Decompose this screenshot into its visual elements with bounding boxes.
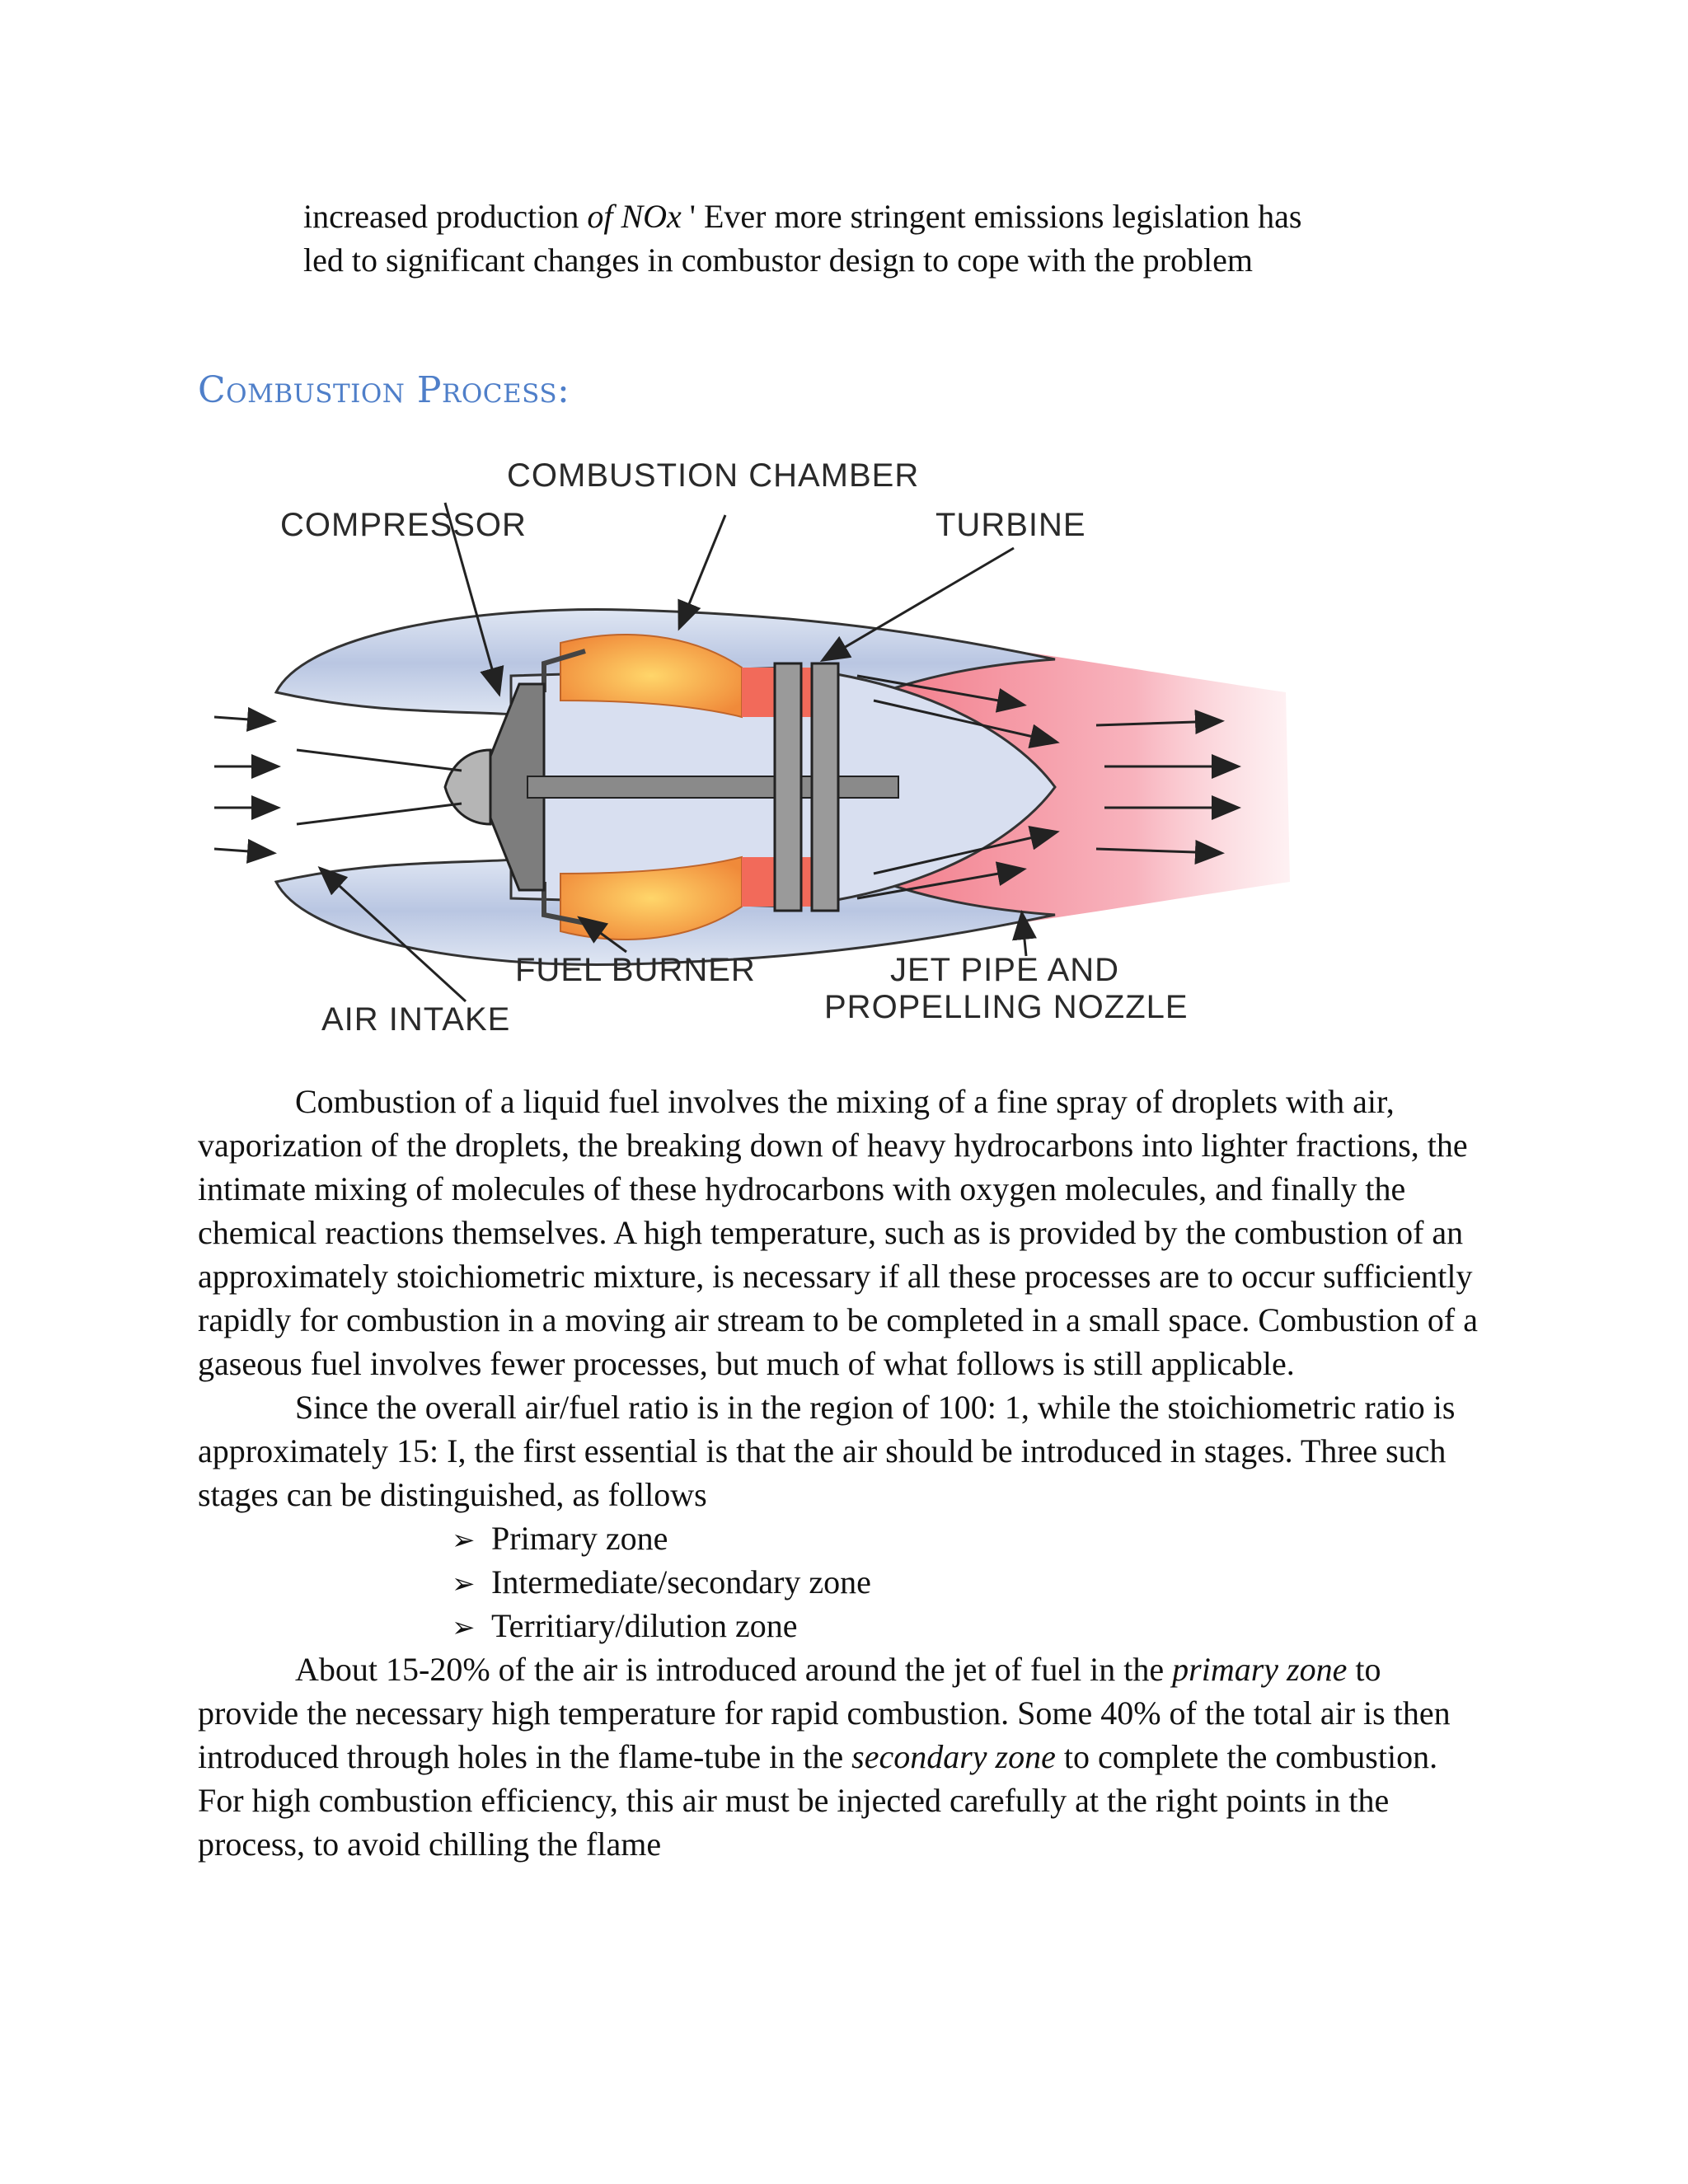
paragraph-2: Since the overall air/fuel ratio is in the region of 100: 1, while the stoichiometric ratio is approximately 15: I, the first essential is that the air should be introduced in stages. Three such stages can be distinguished, as follows [198,1389,1456,1513]
paragraph-3 [198,1647,1484,1866]
paragraph-1: Combustion of a liquid fuel involves the mixing of a fine spray of droplets with air, vaporization of the droplets, the breaking down of heavy hydrocarbons into lighter fractions, the intimate mixing of molecules of these hydrocarbons with oxygen molecules, and finally the chemical reactions themselves. A high temperature, such as is provided by the combustion of an approximately stoichiometric mixture, is necessary if all these processes are to occur sufficiently rapidly for combustion in a moving air stream to be completed in a small space. Combustion of a gaseous fuel involves fewer processes, but much of what follows is still applicable. [198,1083,1478,1382]
zone-list [198,1516,1484,1647]
p3-italic-primary: primary zone [1172,1651,1348,1688]
intro-text-line2: led to significant changes in combustor design to cope with the problem [303,241,1253,279]
label-air-intake: AIR INTAKE [321,1001,511,1038]
label-turbine: TURBINE [935,507,1086,543]
label-fuel-burner: FUEL BURNER [515,952,756,988]
turbine-disc-2 [812,663,838,911]
label-jet-pipe: JET PIPE AND [890,952,1120,988]
turbine-disc-1 [775,663,801,911]
zone-item [452,1516,1484,1560]
p3-text-a: About 15-20% of the air is introduced around the jet of fuel in the [295,1651,1173,1688]
intro-text-b: ' Ever more stringent emissions legislation has [681,198,1302,235]
jet-engine-diagram [198,420,1327,1047]
main-shaft [528,776,898,798]
zone-item [452,1560,1484,1604]
label-compressor: COMPRESSOR [280,507,527,543]
section-heading: Combustion Process: [198,369,570,411]
zone-label: Intermediate/secondary zone [491,1563,871,1601]
arrow-bullet-icon: ➢ [452,1568,476,1601]
jet-engine-svg [198,420,1327,1047]
intro-italic-nox: of NOx [587,198,682,235]
intro-text-a: increased production [303,198,588,235]
nose-cone [445,750,490,824]
p3-text-c: to complete the combustion. For high combustion efficiency, this air must be injected carefully at the right points in the process, to avoid chilling the flame [198,1738,1438,1863]
p3-text-b: to provide the necessary high temperature for rapid combustion. Some 40% of the total air is then introduced through holes in the flame-tube in the [198,1651,1451,1775]
zone-label: Primary zone [491,1520,668,1557]
p3-italic-secondary: secondary zone [851,1738,1056,1775]
arrow-bullet-icon: ➢ [452,1524,476,1557]
intake-arrows [214,717,462,853]
intro-paragraph [303,194,1498,282]
label-combustion-chamber: COMBUSTION CHAMBER [507,457,920,494]
zone-item [452,1604,1484,1647]
label-propelling-nozzle: PROPELLING NOZZLE [824,989,1189,1025]
arrow-bullet-icon: ➢ [452,1611,476,1644]
zone-label: Territiary/dilution zone [491,1607,798,1644]
body-text [198,1080,1484,1866]
